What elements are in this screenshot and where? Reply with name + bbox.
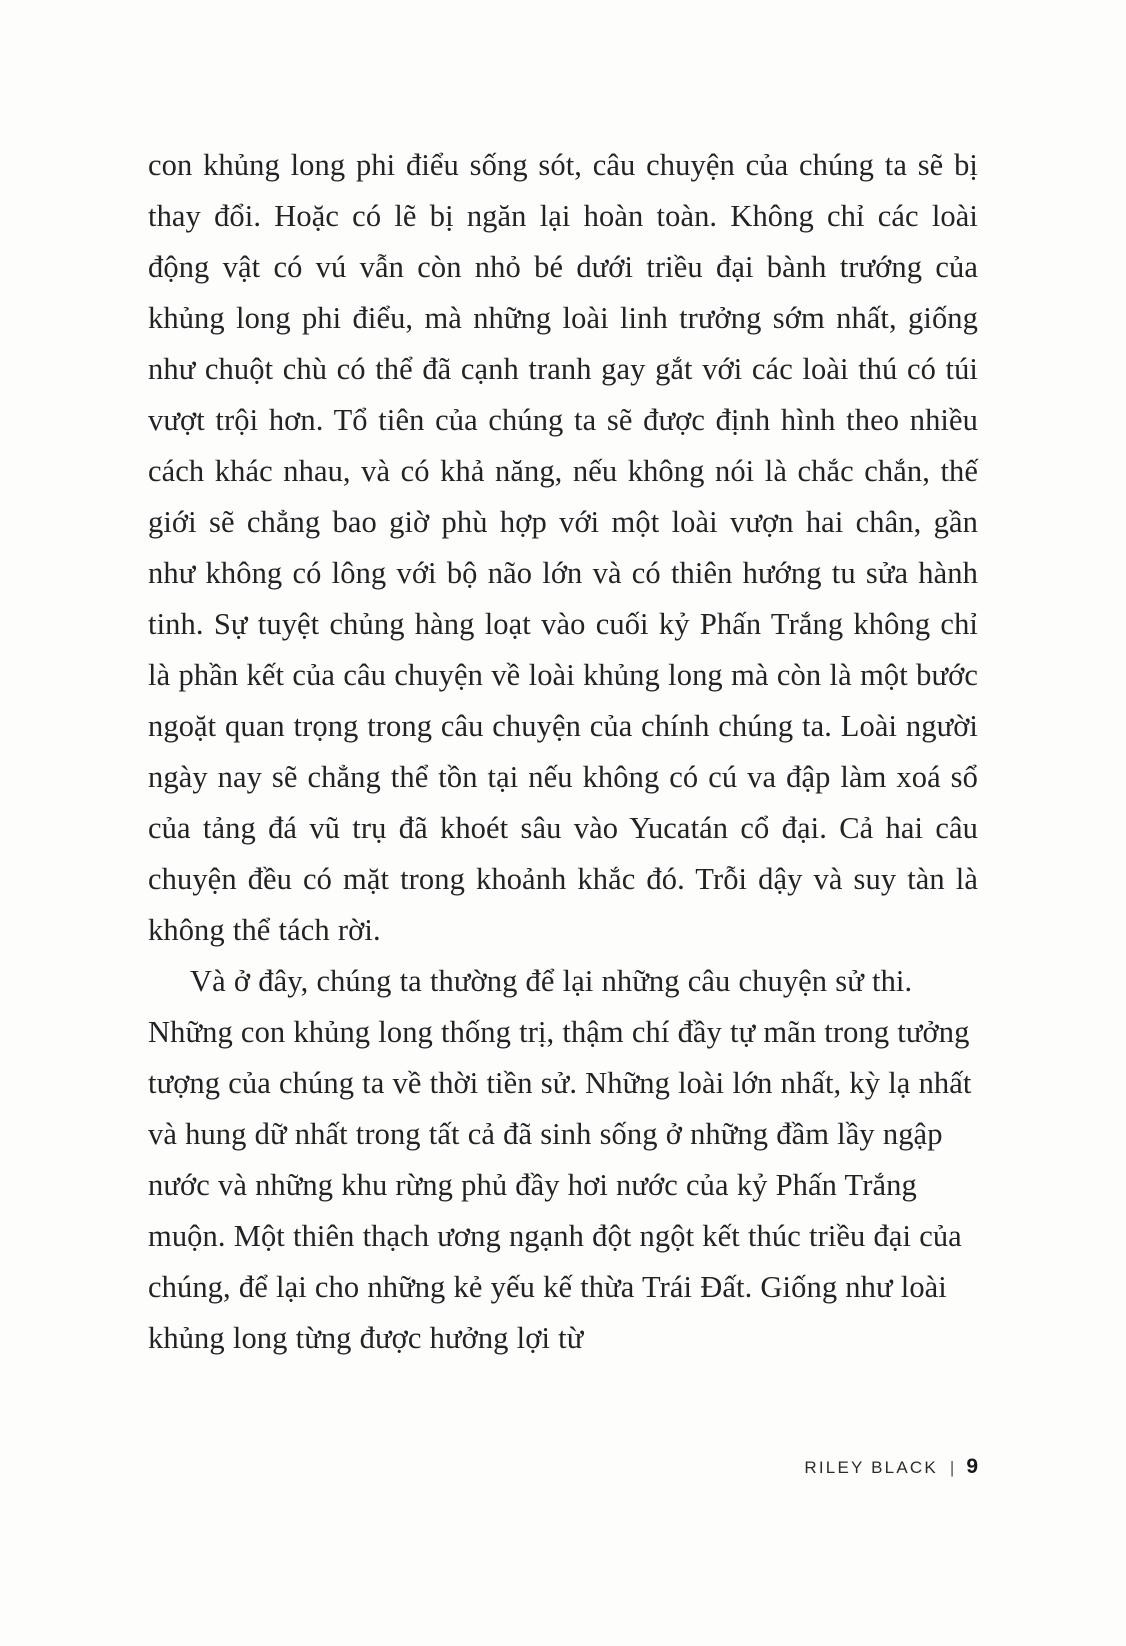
page-footer [148, 1455, 978, 1479]
footer-separator: | [949, 1458, 955, 1477]
footer-page-number: 9 [966, 1455, 978, 1478]
paragraph-2: Và ở đây, chúng ta thường để lại những câu chuyện sử thi. Những con khủng long thống trị, thậm chí đầy tự mãn trong tưởng tượng của chúng ta về thời tiền sử. Những loài lớn nhất, kỳ lạ nhất và hung dữ nhất trong tất cả đã sinh sống ở những đầm lầy ngập nước và những khu rừng phủ đầy hơi nước của kỷ Phấn Trắng muộn. Một thiên thạch ương ngạnh đột ngột kết thúc triều đại của chúng, để lại cho những kẻ yếu kế thừa Trái Đất. Giống như loài khủng long từng được hưởng lợi từ [148, 964, 972, 1355]
body-text-column [148, 140, 978, 1364]
paragraph-1: con khủng long phi điểu sống sót, câu chuyện của chúng ta sẽ bị thay đổi. Hoặc có lẽ bị ngăn lại hoàn toàn. Không chỉ các loài động vật có vú vẫn còn nhỏ bé dưới triều đại bành trướng của khủng long phi điểu, mà những loài linh trưởng sớm nhất, giống như chuột chù có thể đã cạnh tranh gay gắt với các loài thú có túi vượt trội hơn. Tổ tiên của chúng ta sẽ được định hình theo nhiều cách khác nhau, và có khả năng, nếu không nói là chắc chắn, thế giới sẽ chẳng bao giờ phù hợp với một loài vượn hai chân, gần như không có lông với bộ não lớn và có thiên hướng tu sửa hành tinh. Sự tuyệt chủng hàng loạt vào cuối kỷ Phấn Trắng không chỉ là phần kết của câu chuyện về loài khủng long mà còn là một bước ngoặt quan trọng trong câu chuyện của chính chúng ta. Loài người ngày nay sẽ chẳng thể tồn tại nếu không có cú va đập làm xoá sổ của tảng đá vũ trụ đã khoét sâu vào Yucatán cổ đại. Cả hai câu chuyện đều có mặt trong khoảnh khắc đó. Trỗi dậy và suy tàn là không thể tách rời. [148, 148, 978, 947]
footer-author: RILEY BLACK [804, 1458, 938, 1477]
